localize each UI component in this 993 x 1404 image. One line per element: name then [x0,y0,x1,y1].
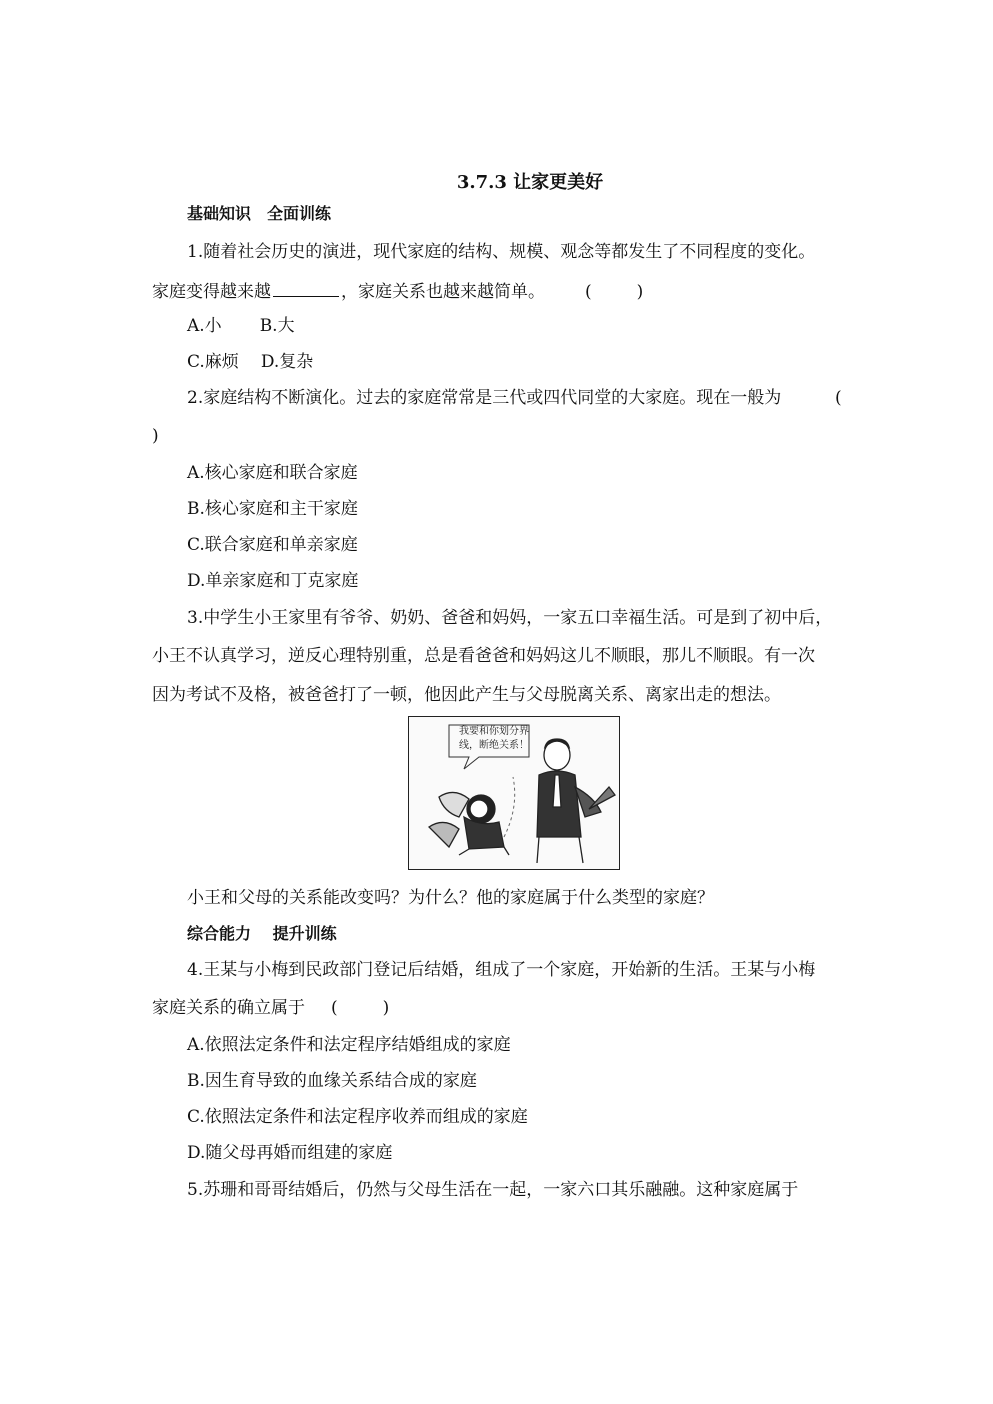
q1-stem-pre: 家庭变得越来越 [152,282,271,302]
q4-option-a: A.依照法定条件和法定程序结婚组成的家庭 [187,1035,511,1055]
q1-answer-paren: ( ) [585,282,658,302]
q1-stem-line1: 1.随着社会历史的演进，现代家庭的结构、规模、观念等都发生了不同程度的变化。 [187,242,816,262]
page-title: 3.7.3 让家更美好 [456,172,604,193]
boy-figure [429,792,509,855]
q2-option-d: D.单亲家庭和丁克家庭 [187,571,359,591]
cartoon-caption-line2: 线，断绝关系！ [459,740,529,751]
q2-paren-close: ) [152,426,159,446]
q4-stem-line1: 4.王某与小梅到民政部门登记后结婚，组成了一个家庭，开始新的生活。王某与小梅 [187,960,816,980]
q4-option-c: C.依照法定条件和法定程序收养而组成的家庭 [187,1107,528,1127]
section-heading-advanced: 综合能力 提升训练 [187,924,337,943]
q1-options-row2 [187,350,313,374]
q2-option-b: B.核心家庭和主干家庭 [187,499,358,519]
q4-stem-text: 家庭关系的确立属于 [152,998,305,1018]
q2-stem-line1: 2.家庭结构不断演化。过去的家庭常常是三代或四代同堂的大家庭。现在一般为 [187,388,782,408]
q2-option-c: C.联合家庭和单亲家庭 [187,535,358,555]
q5-stem-line1: 5.苏珊和哥哥结婚后，仍然与父母生活在一起，一家六口其乐融融。这种家庭属于 [187,1180,799,1200]
q1-option-c: C.麻烦 [187,352,239,372]
section-heading-basic: 基础知识 全面训练 [187,204,332,223]
cartoon-illustration [408,716,620,870]
q3-stem-line3: 因为考试不及格，被爸爸打了一顿，他因此产生与父母脱离关系、离家出走的想法。 [152,685,781,705]
dividing-line [504,777,515,837]
q3-question: 小王和父母的关系能改变吗？为什么？他的家庭属于什么类型的家庭？ [187,888,714,908]
q2-paren-open: ( [835,388,842,408]
q2-option-a: A.核心家庭和联合家庭 [187,463,358,483]
q3-stem-line2: 小王不认真学习，逆反心理特别重，总是看爸爸和妈妈这儿不顺眼，那儿不顺眼。有一次 [152,646,815,666]
q1-options-row1 [187,314,295,338]
cartoon-drawing [409,717,619,869]
father-figure [537,739,615,863]
q4-stem-line2 [152,996,403,1020]
cartoon-caption-line1: 我要和你划分界 [459,726,529,737]
speech-bubble [449,725,529,769]
q1-stem-line2 [152,278,657,304]
q4-option-d: D.随父母再婚而组建的家庭 [187,1143,393,1163]
q1-stem-post: ，家庭关系也越来越简单。 [341,282,545,302]
q4-option-b: B.因生育导致的血缘关系结合成的家庭 [187,1071,477,1091]
q4-answer-paren: ( ) [331,998,404,1018]
q1-option-d: D.复杂 [260,352,314,372]
q1-option-a: A.小 [187,316,222,336]
q3-stem-line1: 3.中学生小王家里有爷爷、奶奶、爸爸和妈妈，一家五口幸福生活。可是到了初中后， [187,608,833,628]
q1-option-b: B.大 [259,316,295,336]
q1-answer-blank [273,278,339,297]
